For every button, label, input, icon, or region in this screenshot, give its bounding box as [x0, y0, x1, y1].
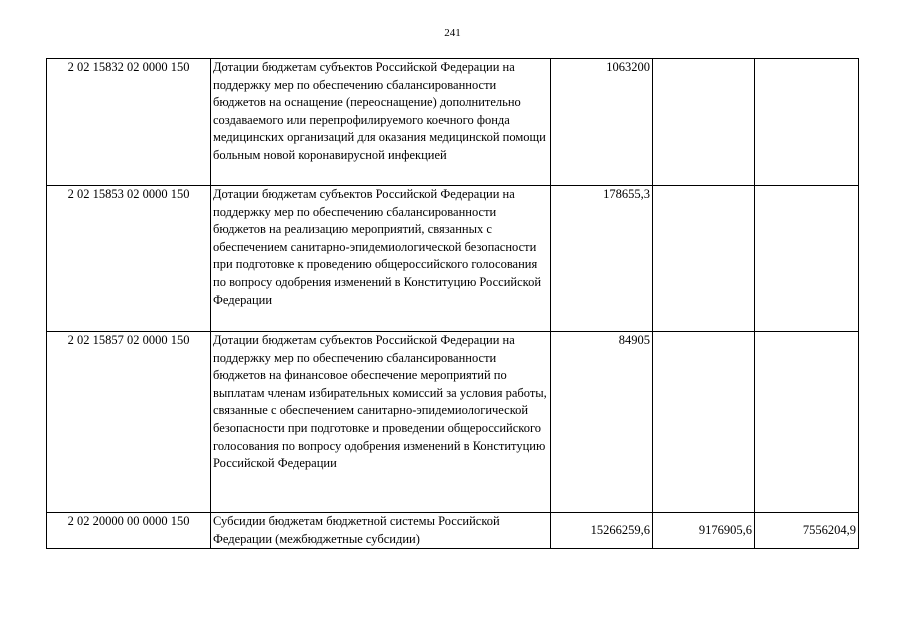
amount-cell-2: 9176905,6 — [653, 513, 755, 549]
table-row — [47, 332, 859, 513]
amount-cell-3 — [755, 332, 859, 513]
page-number: 241 — [444, 27, 461, 39]
description-cell: Дотации бюджетам субъектов Российской Федерации на поддержку мер по обеспечению сбалансированности бюджетов на оснащение (переоснащение) дополнительно создаваемого или перепрофилируемого коечного фонда медицинских организаций для оказания медицинской помощи больным новой коронавирусной инфекцией — [211, 59, 551, 186]
amount-cell-2 — [653, 59, 755, 186]
amount-cell-2 — [653, 186, 755, 332]
description-cell: Дотации бюджетам субъектов Российской Федерации на поддержку мер по обеспечению сбалансированности бюджетов на реализацию мероприятий, связанных с обеспечением санитарно-эпидемиологической безопасности при подготовке к проведению общероссийского голосования по вопросу одобрения изменений в Конституцию Российской Федерации — [211, 186, 551, 332]
budget-code-cell: 2 02 15857 02 0000 150 — [47, 332, 211, 513]
amount-cell-1: 15266259,6 — [551, 513, 653, 549]
table-row — [47, 513, 859, 549]
amount-cell-1: 1063200 — [551, 59, 653, 186]
budget-code-cell: 2 02 20000 00 0000 150 — [47, 513, 211, 549]
amount-cell-3 — [755, 59, 859, 186]
amount-cell-3 — [755, 186, 859, 332]
amount-cell-3: 7556204,9 — [755, 513, 859, 549]
description-cell: Субсидии бюджетам бюджетной системы Российской Федерации (межбюджетные субсидии) — [211, 513, 551, 549]
amount-cell-1: 178655,3 — [551, 186, 653, 332]
budget-code-cell: 2 02 15832 02 0000 150 — [47, 59, 211, 186]
amount-cell-1: 84905 — [551, 332, 653, 513]
amount-cell-2 — [653, 332, 755, 513]
budget-code-cell: 2 02 15853 02 0000 150 — [47, 186, 211, 332]
budget-table — [46, 58, 859, 549]
table-row — [47, 186, 859, 332]
description-cell: Дотации бюджетам субъектов Российской Федерации на поддержку мер по обеспечению сбалансированности бюджетов на финансовое обеспечение мероприятий по выплатам членам избирательных комиссий за условия работы, связанные с обеспечением санитарно-эпидемиологической безопасности при подготовке и проведении общероссийского голосования по вопросу одобрения изменений в Конституцию Российской Федерации — [211, 332, 551, 513]
table-row — [47, 59, 859, 186]
